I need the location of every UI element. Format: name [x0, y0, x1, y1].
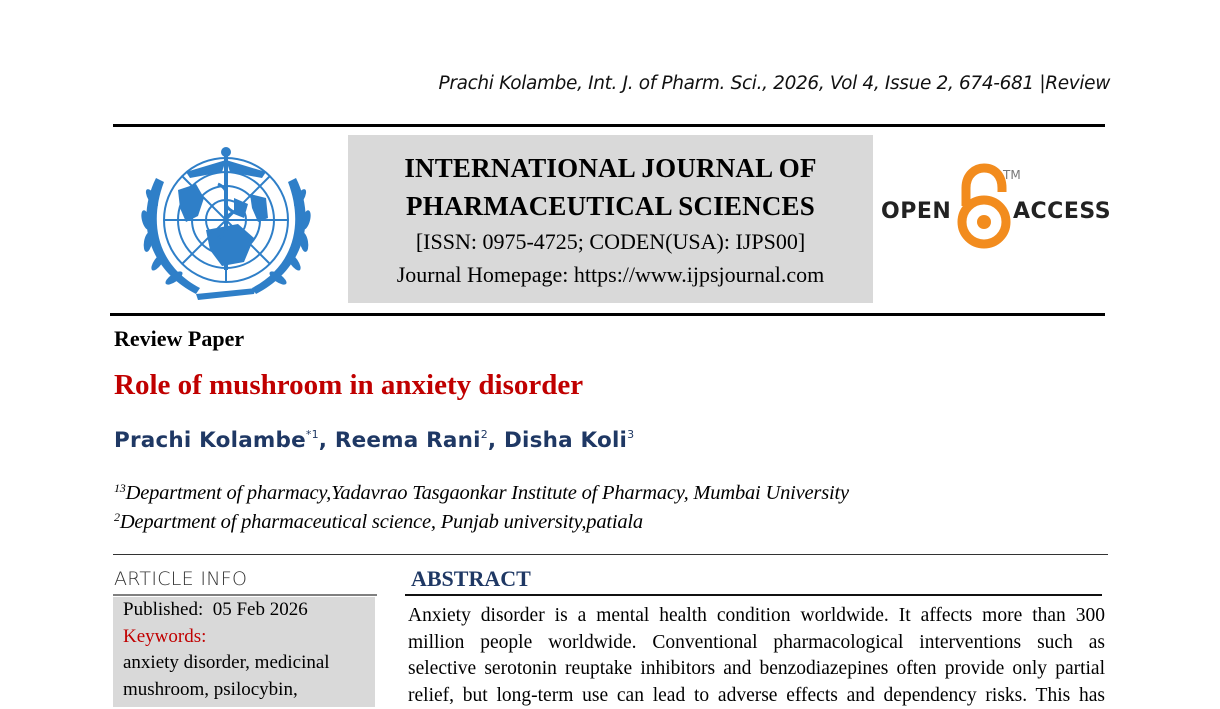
author-name[interactable]: Reema Rani [335, 428, 481, 453]
issn-coden: [ISSN: 0975-4725; CODEN(USA): IJPS00] [348, 225, 873, 258]
article-title: Role of mushroom in anxiety disorder [114, 369, 583, 402]
section-divider [113, 554, 1108, 555]
article-info-box [113, 597, 375, 707]
journal-title [348, 149, 873, 225]
author-name[interactable]: Disha Koli [504, 428, 627, 453]
affiliation-2 [114, 510, 643, 534]
journal-title-line-2: PHARMACEUTICAL SCIENCES [348, 187, 873, 225]
masthead-top-rule [113, 124, 1105, 127]
open-access-word-access: ACCESS [1013, 199, 1111, 224]
journal-title-box [348, 135, 873, 303]
author-mark: 3 [627, 428, 634, 441]
author-mark: *1 [306, 428, 319, 441]
affiliation-mark: 2 [114, 510, 120, 524]
open-access-word-open: OPEN [881, 199, 951, 224]
article-info-heading: ARTICLE INFO [114, 568, 247, 590]
keywords-line: mushroom, psilocybin, [123, 677, 375, 704]
paper-type: Review Paper [114, 326, 244, 352]
published-date: 05 Feb 2026 [213, 599, 308, 620]
affiliation-text: Department of pharmaceutical science, Punjab university,patiala [120, 511, 643, 533]
keywords-label: Keywords: [123, 624, 375, 651]
masthead-bottom-rule [110, 313, 1105, 316]
abstract-rule [405, 594, 1102, 596]
affiliation-mark: 13 [114, 481, 126, 495]
affiliation-1 [114, 481, 849, 505]
journal-title-line-1: INTERNATIONAL JOURNAL OF [348, 149, 873, 187]
abstract-line: selective serotonin reuptake inhibitors and benzodiazepines often provide only partial [408, 656, 1105, 683]
article-info-rule [113, 594, 377, 596]
abstract-heading: ABSTRACT [411, 566, 531, 592]
keywords-line: anxiety disorder, medicinal [123, 650, 375, 677]
abstract-line: Anxiety disorder is a mental health condition worldwide. It affects more than 300 [408, 603, 1105, 630]
abstract-line: relief, but long-term use can lead to adverse effects and dependency risks. This has [408, 683, 1105, 709]
published-row [123, 597, 375, 624]
published-label: Published: [123, 599, 203, 620]
abstract-body [408, 603, 1105, 709]
author-name[interactable]: Prachi Kolambe [114, 428, 306, 453]
abstract-line: million people worldwide. Conventional pharmacological interventions such as [408, 630, 1105, 657]
journal-homepage: Journal Homepage: https://www.ijpsjournal.com [348, 258, 873, 291]
author-list: Prachi Kolambe$^{*1}$, Reema Rani$^2$, Disha Koli$^3$ [114, 428, 634, 453]
author-mark: 2 [481, 428, 488, 441]
open-access-trademark: TM [1003, 168, 1021, 182]
journal-emblem-logo-icon [126, 138, 326, 306]
affiliation-text: Department of pharmacy,Yadavrao Tasgaonkar Institute of Pharmacy, Mumbai University [126, 482, 849, 504]
running-header-citation: Prachi Kolambe, Int. J. of Pharm. Sci., 2026, Vol 4, Issue 2, 674-681 |Review [439, 73, 1110, 94]
